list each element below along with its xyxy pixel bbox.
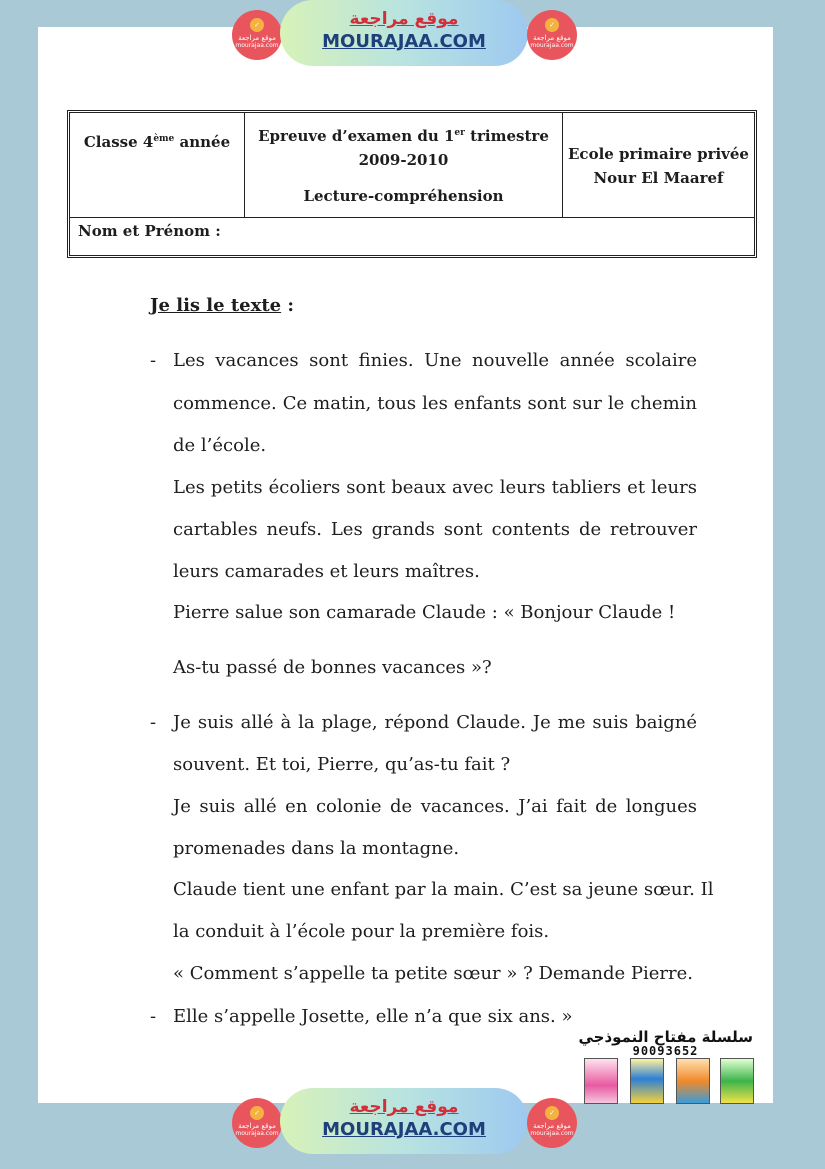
- text-line: Je suis allé à la plage, répond Claude. Je me suis baigné: [173, 712, 697, 733]
- book-cover-pink: [584, 1058, 618, 1104]
- book-series-name: سلسلة مفتاح النموذجي: [578, 1028, 753, 1046]
- dialogue-dash: -: [150, 1006, 157, 1027]
- site-url[interactable]: MOURAJAA.COM: [322, 31, 486, 52]
- badge-logo-icon: ✓: [250, 18, 264, 32]
- badge-site: mourajaa.com: [235, 42, 279, 49]
- badge-logo-icon: ✓: [545, 1106, 559, 1120]
- text-line: Je suis allé en colonie de vacances. J’ai fait de longues: [173, 796, 697, 817]
- exam-year: 2009-2010: [358, 151, 449, 169]
- exam-title: Epreuve d’examen du 1er trimestre: [258, 127, 549, 145]
- text-line: Les vacances sont finies. Une nouvelle année scolaire: [173, 350, 697, 371]
- text-line: As-tu passé de bonnes vacances »?: [173, 657, 492, 678]
- exam-title-cell: [245, 113, 563, 217]
- site-link-pill[interactable]: [280, 1088, 528, 1154]
- site-badge-right: [527, 1098, 577, 1148]
- text-line: Elle s’appelle Josette, elle n’a que six ans. »: [173, 1006, 573, 1027]
- site-arabic-name[interactable]: موقع مراجعة: [349, 9, 459, 29]
- student-name-label: Nom et Prénom :: [78, 222, 221, 240]
- text-line: « Comment s’appelle ta petite sœur » ? Demande Pierre.: [173, 963, 693, 984]
- book-cover-green: [720, 1058, 754, 1104]
- badge-arabic: موقع مراجعة: [238, 1122, 276, 1130]
- text-line: Pierre salue son camarade Claude : « Bonjour Claude !: [173, 602, 676, 623]
- badge-arabic: موقع مراجعة: [238, 34, 276, 42]
- dialogue-dash: -: [150, 350, 157, 371]
- site-url[interactable]: MOURAJAA.COM: [322, 1119, 486, 1140]
- site-badge-left: [232, 10, 282, 60]
- dialogue-dash: -: [150, 712, 157, 733]
- badge-arabic: موقع مراجعة: [533, 1122, 571, 1130]
- site-badge-right: [527, 10, 577, 60]
- school-name-line1: Ecole primaire privée: [568, 145, 749, 163]
- book-cover-orange: [676, 1058, 710, 1104]
- text-line: souvent. Et toi, Pierre, qu’as-tu fait ?: [173, 754, 511, 775]
- student-name-field[interactable]: [70, 217, 754, 255]
- book-cover-blue: [630, 1058, 664, 1104]
- site-link-pill[interactable]: [280, 0, 528, 66]
- school-name-line2: Nour El Maaref: [593, 169, 724, 187]
- badge-arabic: موقع مراجعة: [533, 34, 571, 42]
- text-line: leurs camarades et leurs maîtres.: [173, 561, 480, 582]
- badge-site: mourajaa.com: [530, 42, 574, 49]
- badge-site: mourajaa.com: [530, 1130, 574, 1137]
- badge-site: mourajaa.com: [235, 1130, 279, 1137]
- badge-logo-icon: ✓: [250, 1106, 264, 1120]
- text-line: promenades dans la montagne.: [173, 838, 460, 859]
- book-series-logo: [578, 1028, 753, 1106]
- section-title: Je lis le texte :: [150, 295, 295, 316]
- top-site-banner[interactable]: [232, 0, 577, 70]
- class-cell: Classe 4ème année: [70, 113, 245, 217]
- school-cell: [563, 113, 754, 217]
- badge-logo-icon: ✓: [545, 18, 559, 32]
- text-line: Claude tient une enfant par la main. C’est sa jeune sœur. Il: [173, 879, 714, 900]
- book-series-phone: 90093652: [632, 1044, 699, 1058]
- text-line: commence. Ce matin, tous les enfants sont sur le chemin: [173, 393, 697, 414]
- text-line: cartables neufs. Les grands sont contents de retrouver: [173, 519, 697, 540]
- text-line: Les petits écoliers sont beaux avec leurs tabliers et leurs: [173, 477, 697, 498]
- site-badge-left: [232, 1098, 282, 1148]
- exam-subject: Lecture-compréhension: [303, 187, 504, 205]
- exam-header-table: [67, 110, 757, 258]
- site-arabic-name[interactable]: موقع مراجعة: [349, 1097, 459, 1117]
- bottom-site-banner[interactable]: [232, 1084, 577, 1154]
- text-line: la conduit à l’école pour la première fois.: [173, 921, 550, 942]
- text-line: de l’école.: [173, 435, 267, 456]
